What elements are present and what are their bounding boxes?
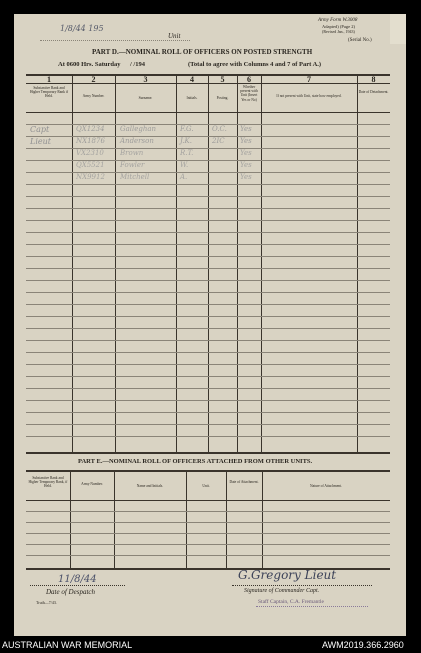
entry-1-number: QX1234 [76,125,105,133]
entry-3-number: VX2310 [76,149,104,157]
form-revised: (Revised Jan., 1943) [322,29,355,34]
page-tab [390,14,406,44]
part-e-col-6-header: Nature of Attachment. [309,484,343,488]
part-d-subtitle-date: / /194 [130,61,145,68]
part-e-col-5-header: Date of Attachment. [229,480,259,484]
despatch-handwritten-date: 11/8/44 [58,574,97,585]
footer-institution: AUSTRALIAN WAR MEMORIAL [2,640,133,650]
col-3-header: Surname. [138,96,153,100]
part-e-col-3-header: Name and Initials. [136,484,164,488]
unit-label: Unit [168,32,181,40]
entry-1-rank: Capt [30,125,50,134]
part-d-title: PART D.—NOMINAL ROLL OF OFFICERS ON POSTED STRENGTH [92,48,313,56]
entry-1-initials: F.G. [180,125,194,133]
col-4-header: Initials. [186,96,198,100]
part-d-subtitle-prefix: At 0600 Hrs. Saturday [58,61,121,68]
despatch-label: Date of Despatch [46,588,95,596]
col-3-number: 3 [143,75,148,84]
entry-5-number: NX9912 [76,173,105,181]
commander-signature: G.Gregory Lieut [238,568,337,582]
entry-1-present: Yes [240,125,252,133]
entry-5-surname: Mitchell [120,173,150,181]
entry-4-present: Yes [240,161,252,169]
col-6-header: Whether present with Unit (Insert Yes or No) [240,85,258,102]
col-2-header: Army Number. [82,94,105,98]
col-1-number: 1 [47,75,51,84]
entry-5-initials: A. [180,173,188,181]
col-6-number: 6 [247,75,251,84]
entry-3-surname: Brown [120,149,144,157]
part-e-col-1-header: Substantive Rank and Higher Temporary Rank, if Held. [28,476,68,489]
serial-label: (Serial No.) [348,38,372,43]
entry-2-initials: J.K. [180,137,192,145]
staff-captain-stamp: Staff Captain, C.A. Fremantle [258,599,324,605]
entry-5-present: Yes [240,173,252,181]
col-1-header: Substantive Rank and Higher Temporary Rank if Held. [29,86,69,99]
entry-2-number: NX1876 [76,137,105,145]
entry-2-posting: 2IC [212,137,225,145]
handwritten-top-note: 1/8/44 195 [60,24,104,33]
form-number: Army Form W.3008 [318,18,358,23]
entry-2-surname: Anderson [120,137,154,145]
footer-accession-number: AWM2019.366.2960 [322,640,404,650]
entry-4-initials: W. [180,161,189,169]
part-e-title: PART E.—NOMINAL ROLL OF OFFICERS ATTACHED FROM OTHER UNITS. [78,458,313,465]
entry-1-posting: O.C. [212,125,227,133]
entry-2-present: Yes [240,137,252,145]
entry-2-rank: Lieut [30,137,51,146]
part-e-col-4-header: Unit. [202,484,210,488]
col-8-header: Date of Detachment. [358,90,389,94]
col-2-number: 2 [91,75,96,84]
signature-label: Signature of Commander Capt. [244,588,320,594]
col-7-header: If not present with Unit, state how employed. [276,94,342,98]
entry-4-surname: Fowler [120,161,145,169]
col-5-number: 5 [220,75,225,84]
col-7-number: 7 [307,75,311,84]
archive-footer [0,636,421,653]
entry-1-surname: Galleghan [120,125,157,133]
part-d-subtitle-suffix: (Total to agree with Columns 4 and 7 of Part A.) [188,61,322,68]
entry-3-initials: R.T. [180,149,194,157]
col-5-header: Posting. [216,96,229,100]
entry-3-present: Yes [240,149,252,157]
entry-4-number: QX5521 [76,161,105,169]
form-adapted: Adapted) (Page 2) [322,24,355,29]
col-8-number: 8 [371,75,376,84]
printer-code: Truth—7/43. [36,600,57,605]
part-e-col-2-header: Army Number. [81,482,103,486]
col-4-number: 4 [190,75,194,84]
